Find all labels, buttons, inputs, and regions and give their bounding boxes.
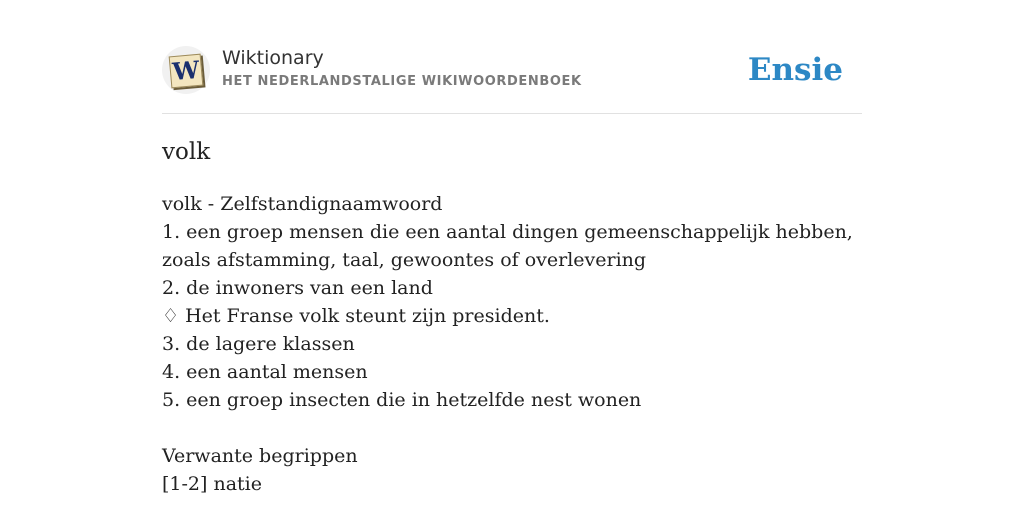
definition-5: 5. een groep insecten die in hetzelfde nest wonen <box>162 389 642 411</box>
section-spacer <box>162 414 862 442</box>
logo-tile <box>169 54 204 89</box>
definition-4: 4. een aantal mensen <box>162 361 368 383</box>
related-item: [1-2] natie <box>162 473 262 495</box>
related-heading: Verwante begrippen <box>162 445 358 467</box>
wiktionary-logo-icon[interactable] <box>162 46 210 94</box>
header-divider <box>162 113 862 114</box>
definition-3: 3. de lagere klassen <box>162 333 355 355</box>
site-tagline: HET NEDERLANDSTALIGE WIKIWOORDENBOEK <box>222 74 582 89</box>
logo-letter: W <box>171 54 201 87</box>
definition-2-example: ♢ Het Franse volk steunt zijn president. <box>162 305 550 327</box>
definition-2: 2. de inwoners van een land <box>162 277 433 299</box>
page-title: volk <box>162 139 211 165</box>
entry-heading: volk - Zelfstandignaamwoord <box>162 193 443 215</box>
site-header <box>162 46 862 94</box>
entry-content <box>162 190 862 498</box>
definition-1: 1. een groep mensen die een aantal dingen gemeenschappelijk hebben, zoals afstamming, taal, gewoontes of overlevering <box>162 221 853 271</box>
site-name[interactable]: Wiktionary <box>222 47 324 69</box>
ensie-brand-link[interactable]: Ensie <box>747 52 843 88</box>
